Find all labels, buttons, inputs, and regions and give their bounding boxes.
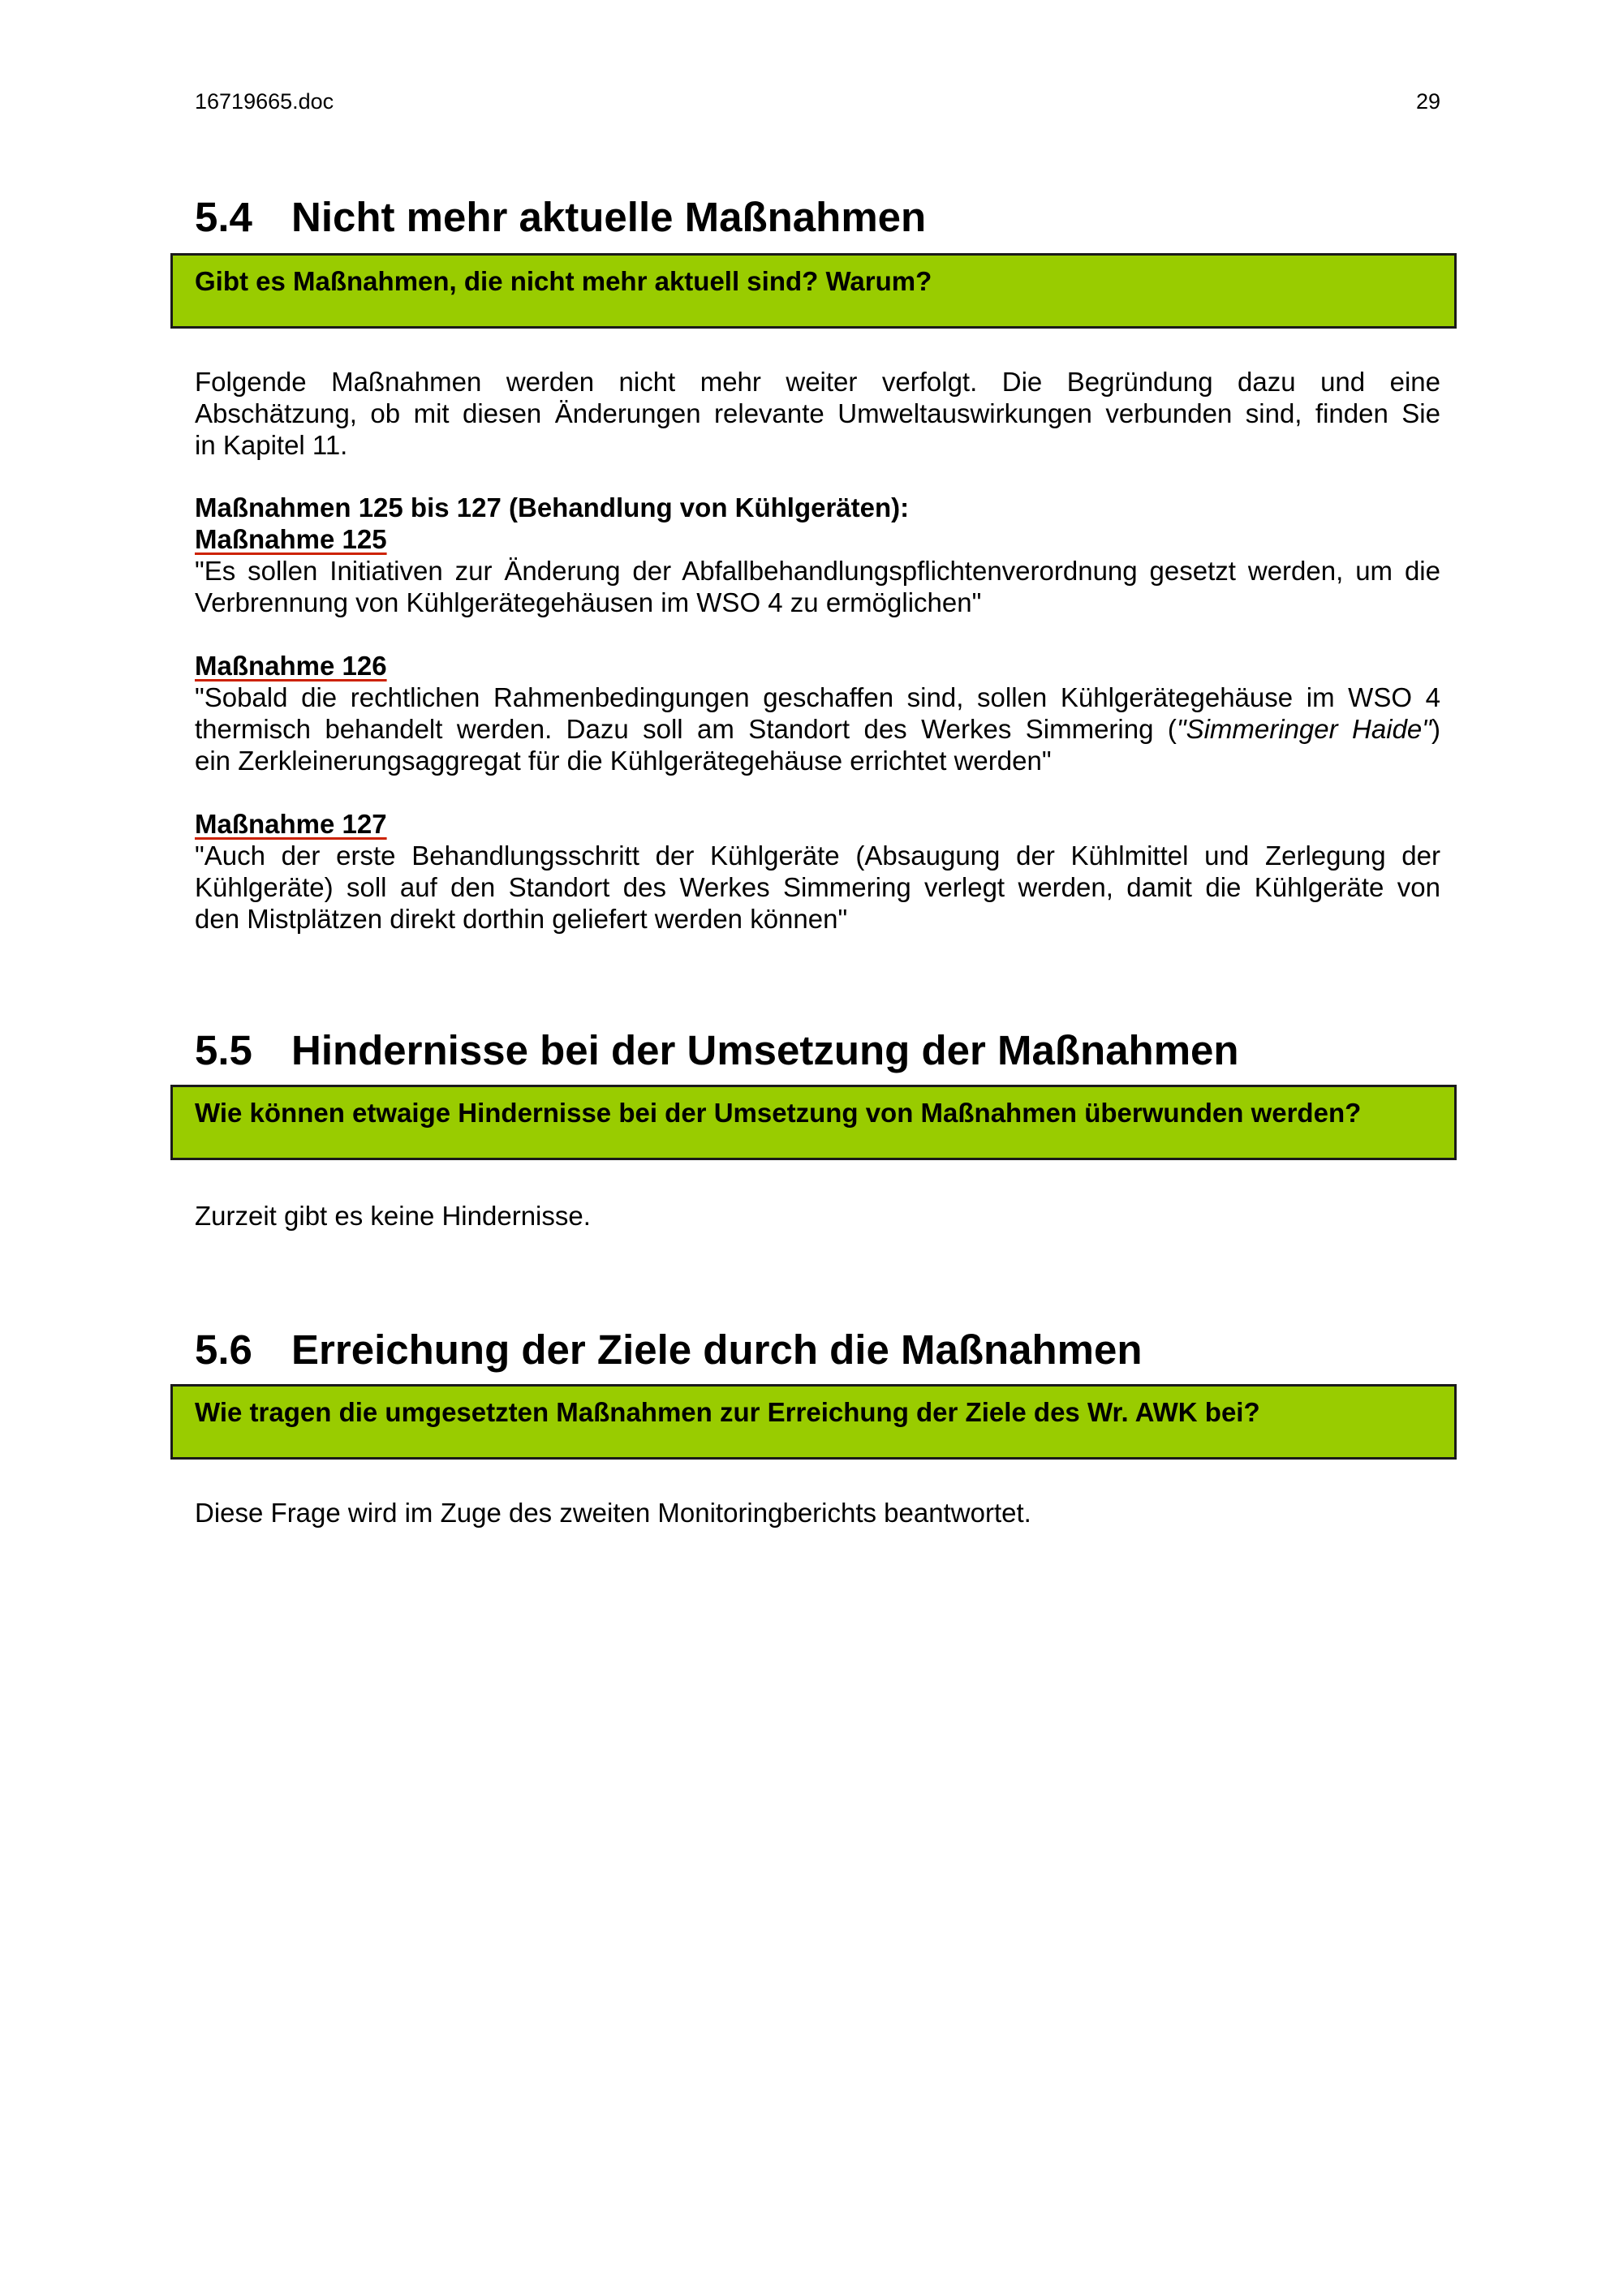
measure-text-line (195, 713, 1440, 745)
section-number: 5.5 (195, 1027, 252, 1073)
page-number: 29 (1415, 89, 1440, 114)
section-title: Nicht mehr aktuelle Maßnahmen (291, 194, 927, 240)
section-title: Hindernisse bei der Umsetzung der Maßnahmen (291, 1027, 1239, 1073)
answer-text: Zurzeit gibt es keine Hindernisse. (195, 1201, 591, 1231)
paragraph-line: Folgende Maßnahmen werden nicht mehr weiter verfolgt. Die Begründung dazu und eine (195, 367, 1440, 397)
intro-paragraph (195, 366, 1440, 461)
section-title: Erreichung der Ziele durch die Maßnahmen (291, 1326, 1143, 1373)
document-filename: 16719665.doc (195, 89, 334, 114)
section-heading (195, 193, 1444, 242)
measures-group (195, 492, 1440, 618)
measure-title: Maßnahme 126 (195, 651, 387, 681)
measure-title-line (195, 650, 1440, 681)
paragraph-line: Abschätzung, ob mit diesen Änderungen relevante Umweltauswirkungen verbunden sind, finden Sie (195, 398, 1440, 428)
paragraph-line (195, 429, 1440, 461)
measure-text-line: den Mistplätzen direkt dorthin geliefert werden können" (195, 904, 848, 934)
question-box (170, 253, 1457, 329)
question-text: Gibt es Maßnahmen, die nicht mehr aktuell sind? Warum? (195, 266, 932, 296)
section-number: 5.4 (195, 194, 252, 240)
measure-text-segment: thermisch behandelt werden. Dazu soll am Standort des Werkes Simmering ( (195, 714, 1177, 744)
answer-paragraph (195, 1200, 1440, 1232)
measure-title-line (195, 808, 1440, 840)
measure-text-segment: ) (1431, 714, 1440, 744)
answer-text: Diese Frage wird im Zuge des zweiten Monitoringberichts beantwortet. (195, 1498, 1031, 1528)
measure-text-line: "Sobald die rechtlichen Rahmenbedingungen geschaffen sind, sollen Kühlgerätegehäuse im WSO 4 (195, 682, 1440, 712)
measure-text-line: Kühlgeräte) soll auf den Standort des Werkes Simmering verlegt werden, damit die Kühlgeräte von (195, 872, 1440, 902)
place-name: "Simmeringer Haide" (1176, 714, 1431, 744)
question-text: Wie tragen die umgesetzten Maßnahmen zur Erreichung der Ziele des Wr. AWK bei? (195, 1397, 1260, 1427)
answer-paragraph (195, 1497, 1440, 1529)
measure-text-line: ein Zerkleinerungsaggregat für die Kühlgerätegehäuse errichtet werden" (195, 746, 1052, 776)
measure-text-line: "Es sollen Initiativen zur Änderung der Abfallbehandlungspflichtenverordnung gesetzt werden, um die (195, 556, 1440, 586)
measure-title: Maßnahme 125 (195, 524, 387, 554)
measure-title: Maßnahme 127 (195, 809, 387, 839)
section-heading (195, 1326, 1444, 1374)
paragraph-line-text: in Kapitel 11. (195, 430, 348, 460)
measure-125 (195, 523, 1440, 555)
question-text: Wie können etwaige Hindernisse bei der Umsetzung von Maßnahmen überwunden werden? (195, 1098, 1362, 1128)
measure-text-line: Verbrennung von Kühlgerätegehäusen im WSO 4 zu ermöglichen" (195, 587, 982, 617)
measure-127 (195, 808, 1440, 935)
question-box (170, 1085, 1457, 1160)
section-number: 5.6 (195, 1326, 252, 1373)
measure-126 (195, 650, 1440, 776)
question-box (170, 1384, 1457, 1460)
measure-text-line: "Auch der erste Behandlungsschritt der Kühlgeräte (Absaugung der Kühlmittel und Zerlegung der (195, 841, 1440, 871)
measures-group-heading: Maßnahmen 125 bis 127 (Behandlung von Kühlgeräten): (195, 492, 910, 522)
section-heading (195, 1026, 1444, 1075)
